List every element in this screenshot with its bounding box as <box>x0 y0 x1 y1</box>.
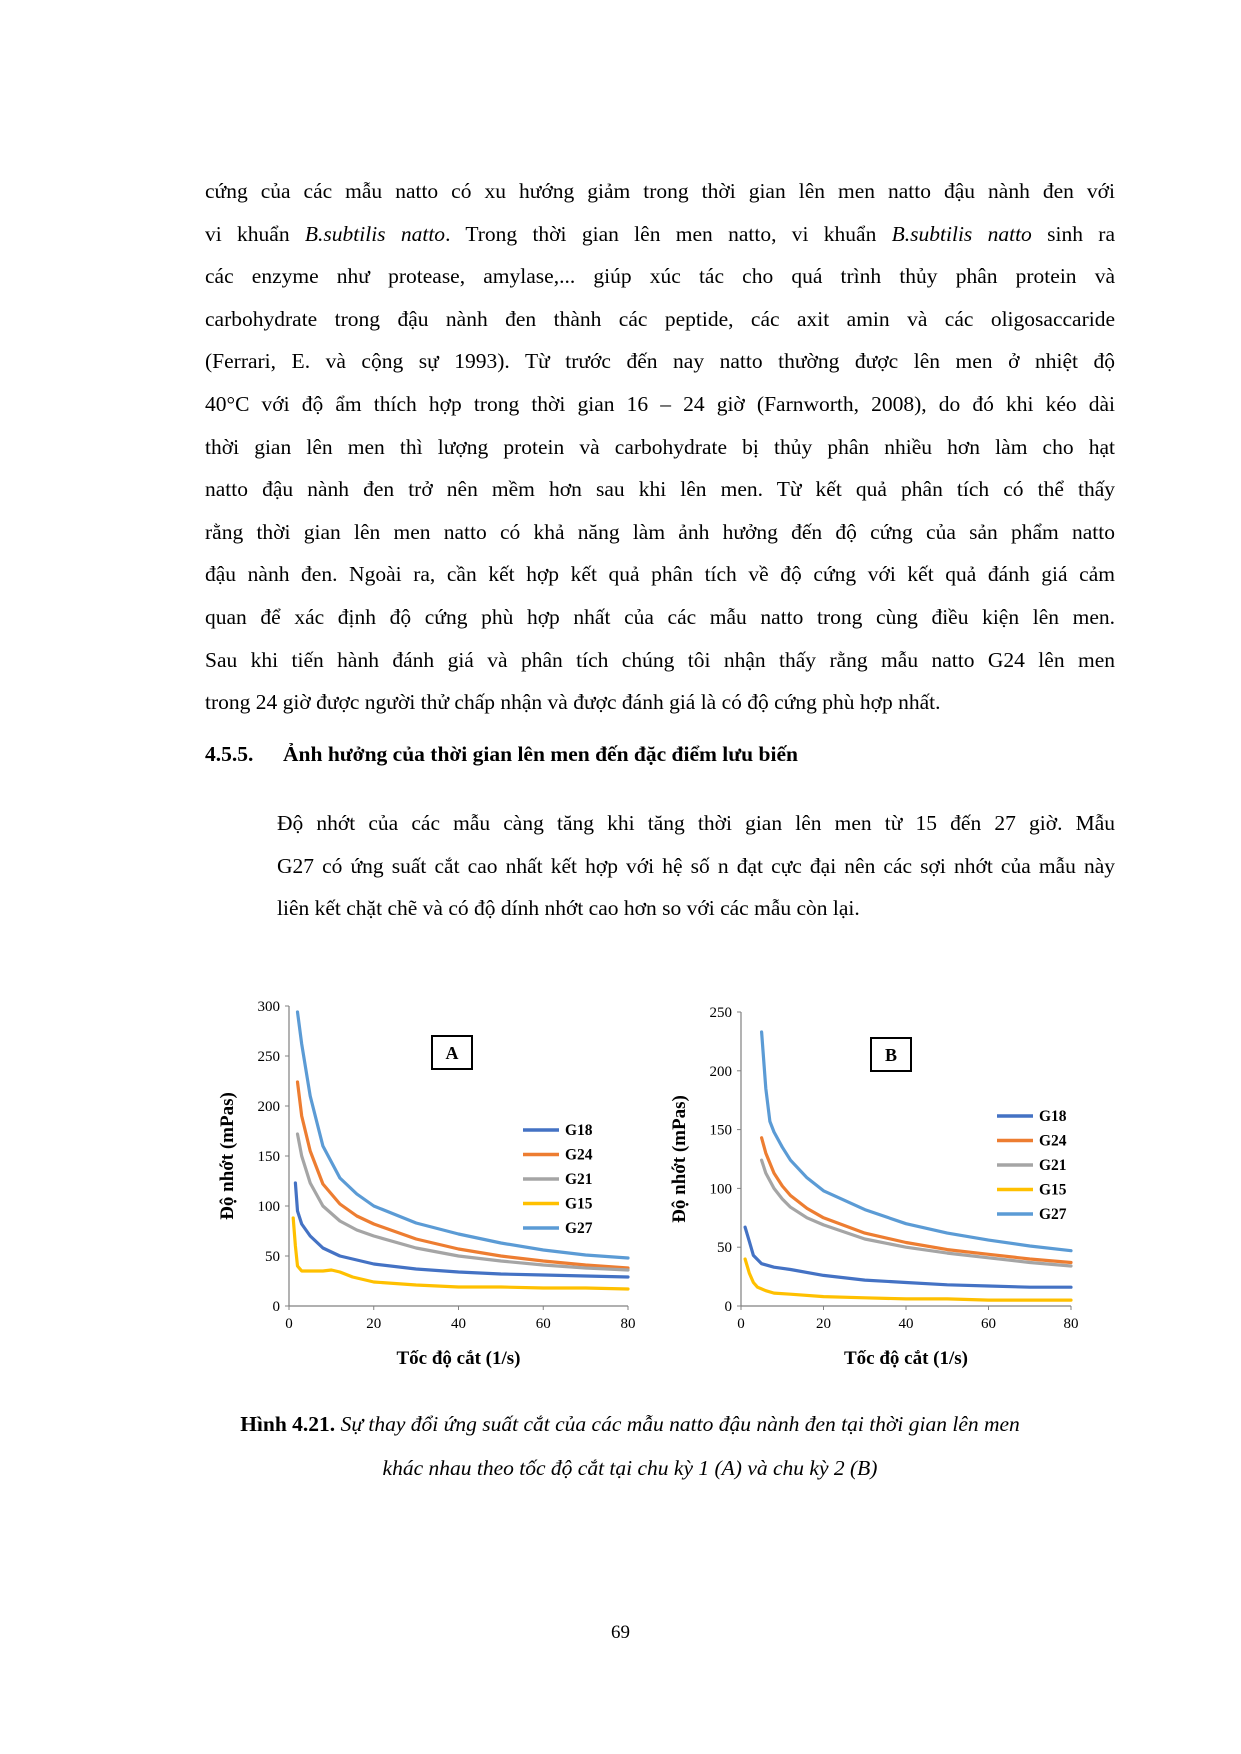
legend-label: G18 <box>565 1122 593 1139</box>
text-line: trong 24 giờ được người thử chấp nhận và được đánh giá là có độ cứng phù hợp nhất. <box>205 690 941 715</box>
text-line: (Ferrari, E. và cộng sự 1993). Từ trước đến nay natto thường được lên men ở nhiệt độ <box>205 349 1115 374</box>
x-tick-label: 60 <box>981 1316 996 1332</box>
y-axis-label: Độ nhớt (mPas) <box>669 1095 690 1223</box>
text-line: cứng của các mẫu natto có xu hướng giảm trong thời gian lên men natto đậu nành đen với <box>205 179 1115 203</box>
y-tick-label: 150 <box>257 1149 280 1165</box>
y-tick-label: 150 <box>709 1122 732 1139</box>
y-tick-label: 100 <box>257 1199 280 1215</box>
text-line: Độ nhớt của các mẫu càng tăng khi tăng thời gian lên men từ 15 đến 27 giờ. Mẫu <box>277 811 1115 835</box>
y-tick-label: 100 <box>709 1181 732 1198</box>
text-line: carbohydrate trong đậu nành đen thành các peptide, các axit amin và các oligosaccaride <box>205 306 1115 331</box>
text-segment: vi khuẩn <box>205 221 305 246</box>
y-tick-label: 200 <box>709 1063 732 1080</box>
legend-label: G27 <box>565 1220 593 1237</box>
series-line-g15 <box>745 1259 1071 1300</box>
italic-term: B.subtilis natto <box>304 221 446 246</box>
legend-label: G21 <box>565 1171 593 1188</box>
x-tick-label: 0 <box>285 1316 293 1332</box>
section-number: 4.5.5. <box>205 742 254 766</box>
y-tick-label: 50 <box>717 1240 732 1257</box>
y-tick-label: 200 <box>257 1099 280 1115</box>
legend-label: G18 <box>1039 1108 1067 1125</box>
text-line: liên kết chặt chẽ và có độ dính nhớt cao hơn so với các mẫu còn lại. <box>277 896 860 921</box>
figure-caption <box>130 1402 1130 1490</box>
text-line: các enzyme như protease, amylase,... giúp xúc tác cho quá trình thủy phân protein và <box>205 264 1115 289</box>
x-tick-label: 80 <box>620 1316 636 1332</box>
chart-a <box>217 999 636 1369</box>
y-tick-label: 300 <box>257 999 280 1015</box>
x-axis-label: Tốc độ cắt (1/s) <box>843 1348 969 1369</box>
section-title: Ảnh hưởng của thời gian lên men đến đặc điểm lưu biến <box>283 742 798 766</box>
y-tick-label: 250 <box>257 1049 280 1065</box>
x-axis-label: Tốc độ cắt (1/s) <box>396 1348 521 1369</box>
legend-label: G15 <box>565 1195 593 1213</box>
x-tick-label: 80 <box>1063 1316 1079 1332</box>
chart-b <box>669 1005 1079 1369</box>
x-tick-label: 40 <box>898 1316 914 1332</box>
y-tick-label: 50 <box>265 1249 280 1265</box>
y-tick-label: 0 <box>272 1299 280 1315</box>
y-tick-label: 250 <box>709 1005 732 1021</box>
text-line: G27 có ứng suất cắt cao nhất kết hợp với hệ số n đạt cực đại nên các sợi nhớt của mẫu này <box>277 853 1115 878</box>
y-axis-label: Độ nhớt (mPas) <box>217 1092 238 1220</box>
caption-text-line2: khác nhau theo tốc độ cắt tại chu kỳ 1 (A) và chu kỳ 2 (B) <box>382 1456 878 1480</box>
x-tick-label: 0 <box>737 1316 745 1332</box>
caption-text-line1: Sự thay đổi ứng suất cắt của các mẫu natto đậu nành đen tại thời gian lên men <box>335 1412 1020 1436</box>
x-tick-label: 40 <box>451 1316 466 1332</box>
page-number: 69 <box>611 1622 630 1643</box>
x-tick-label: 20 <box>816 1316 831 1332</box>
text-segment: sinh ra <box>1031 221 1115 246</box>
text-line: thời gian lên men thì lượng protein và carbohydrate bị thủy phân nhiều hơn làm cho hạt <box>205 434 1115 459</box>
text-segment: . Trong thời gian lên men natto, vi khuẩn <box>445 221 892 246</box>
x-tick-label: 60 <box>535 1316 551 1332</box>
legend-label: G21 <box>1039 1157 1067 1174</box>
text-line: 40°C với độ ẩm thích hợp trong thời gian 16 – 24 giờ (Farnworth, 2008), do đó khi kéo dài <box>205 391 1115 416</box>
panel-label: A <box>445 1043 459 1063</box>
italic-term: B.subtilis natto <box>891 221 1032 246</box>
panel-label: B <box>884 1045 898 1065</box>
text-line: quan để xác định độ cứng phù hợp nhất của các mẫu natto trong cùng điều kiện lên men. <box>205 604 1115 629</box>
y-tick-label: 0 <box>724 1299 732 1315</box>
text-line: Sau khi tiến hành đánh giá và phân tích chúng tôi nhận thấy rằng mẫu natto G24 lên men <box>205 647 1115 672</box>
caption-label: Hình 4.21. <box>240 1412 336 1436</box>
legend-label: G24 <box>1039 1132 1067 1150</box>
x-tick-label: 20 <box>366 1316 382 1332</box>
text-line: natto đậu nành đen trở nên mềm hơn sau khi lên men. Từ kết quả phân tích có thể thấy <box>205 477 1115 502</box>
text-line: rằng thời gian lên men natto có khả năng làm ảnh hưởng đến độ cứng của sản phẩm natto <box>205 519 1115 544</box>
legend-label: G15 <box>1039 1181 1067 1199</box>
legend-label: G27 <box>1039 1206 1067 1223</box>
legend-label: G24 <box>565 1146 593 1164</box>
text-line: đậu nành đen. Ngoài ra, cần kết hợp kết quả phân tích về độ cứng với kết quả đánh giá cảm <box>205 562 1115 587</box>
